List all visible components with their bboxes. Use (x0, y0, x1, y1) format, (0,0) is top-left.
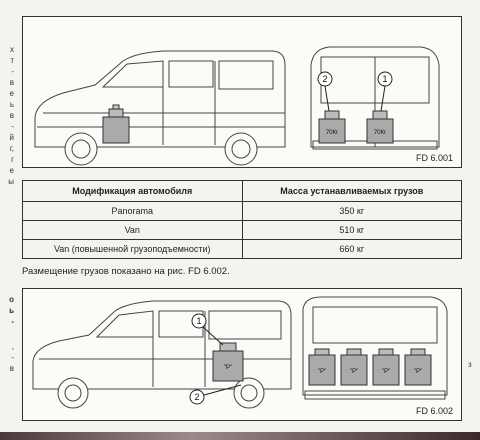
edge-char: й (9, 133, 14, 142)
edge-char: е (9, 89, 14, 98)
table-row (23, 221, 462, 240)
callout-2 (190, 385, 241, 404)
edge-char: - (11, 122, 14, 131)
left-edge-text-lower (0, 294, 14, 374)
column-header-mass: Масса устанавливаемых грузов (242, 181, 462, 202)
weight-label: 70Кг (373, 130, 387, 136)
weight-label: "P" (349, 369, 359, 375)
page-bottom-edge (0, 432, 480, 440)
weight-label: "P" (381, 369, 391, 375)
van-loaded-diagram (23, 289, 461, 420)
callout-1 (378, 72, 392, 111)
edge-char: - (11, 67, 14, 76)
callout-2 (318, 72, 332, 111)
edge-char: г (11, 155, 14, 164)
table-cell: Van (23, 221, 243, 240)
table-header-row (23, 181, 462, 202)
van-side-view (33, 301, 291, 408)
column-header-model: Модификация автомобиля (23, 181, 243, 202)
table-cell: 660 кг (242, 240, 462, 259)
edge-char: ы (8, 177, 14, 186)
edge-char: е (9, 166, 14, 175)
edge-char: г, (9, 144, 14, 153)
edge-char: в (9, 78, 14, 87)
edge-char: - (11, 353, 14, 362)
callout-number: 2 (322, 74, 328, 84)
weight-label: "P" (413, 369, 423, 375)
table-cell: Van (повышенной грузоподъемности) (23, 240, 243, 259)
left-edge-text-upper (0, 44, 14, 187)
weight-label: 70Кг (325, 130, 339, 136)
edge-char: т (10, 56, 14, 65)
table-cell: 350 кг (242, 202, 462, 221)
weight-label: "P" (223, 365, 233, 371)
weight-label: "P" (317, 369, 327, 375)
figure-fd-6-002 (22, 288, 462, 421)
load-table (22, 180, 462, 259)
figure-fd-6-001 (22, 16, 462, 168)
callout-1 (192, 314, 223, 345)
edge-char: - (11, 317, 14, 326)
weights-rear (309, 349, 431, 385)
van-side-view (35, 51, 285, 165)
edge-char: ь (9, 306, 14, 315)
table-row (23, 202, 462, 221)
callout-number: 2 (194, 392, 200, 402)
weight-rear-left (319, 111, 345, 143)
caption-text: Размещение грузов показано на рис. FD 6.002. (22, 266, 230, 277)
table-cell: 510 кг (242, 221, 462, 240)
weight-side (103, 105, 129, 143)
figure-code: FD 6.002 (415, 406, 453, 416)
edge-char: ь (9, 100, 14, 109)
edge-char: о (9, 295, 14, 304)
edge-char: , (11, 342, 14, 351)
edge-char: в (9, 364, 14, 373)
figure-code: FD 6.001 (415, 153, 453, 163)
weight-rear-right (367, 111, 393, 143)
van-side-rear-diagram (23, 17, 461, 167)
callout-number: 1 (382, 74, 388, 84)
right-edge-text: з (468, 360, 472, 369)
table-row (23, 240, 462, 259)
edge-char: в (9, 111, 14, 120)
edge-char: x (10, 45, 14, 54)
callout-number: 1 (196, 316, 202, 326)
table-cell: Panorama (23, 202, 243, 221)
weight-side (213, 343, 243, 381)
